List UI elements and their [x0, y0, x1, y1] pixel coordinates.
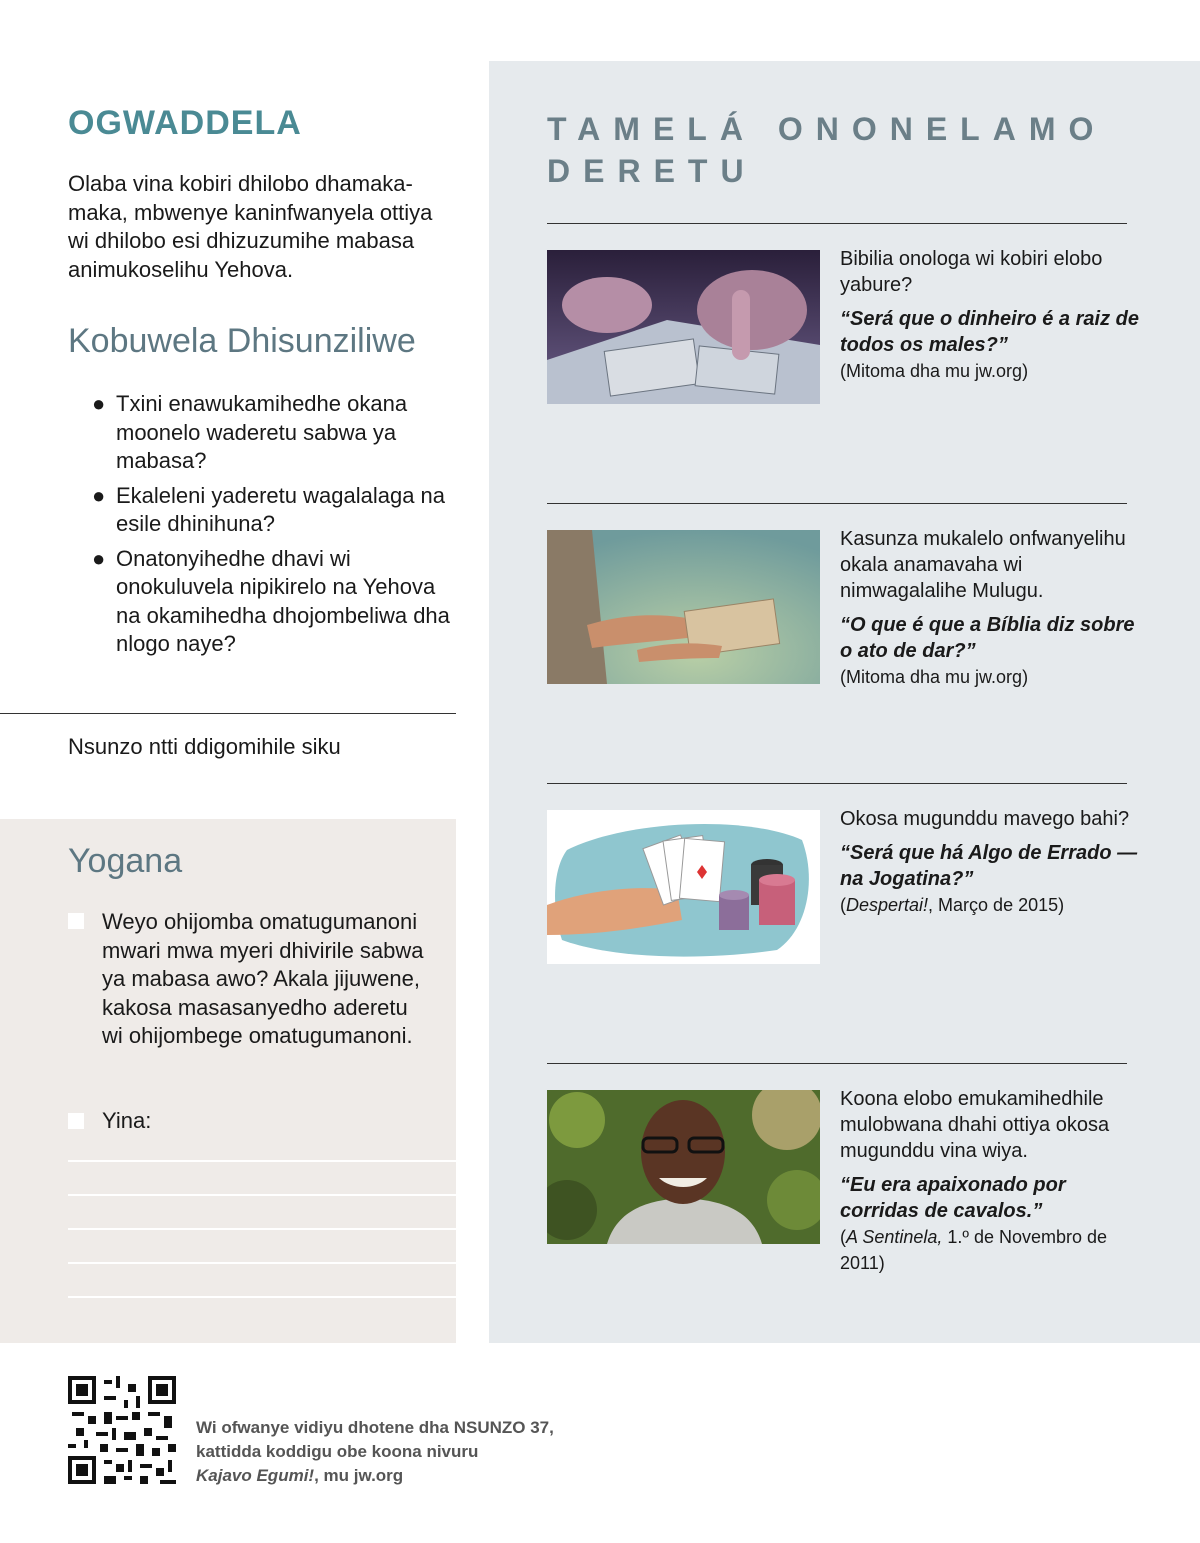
item-source: (Despertai!, Março de 2015) [840, 895, 1065, 915]
explore-item [840, 806, 1140, 918]
task-checkbox[interactable] [68, 913, 84, 929]
writing-line[interactable] [68, 1194, 456, 1196]
divider [547, 503, 1127, 504]
bullet-icon: ● [92, 391, 106, 416]
gambling-cards-image [547, 810, 820, 964]
item-source: (Mitoma dha mu jw.org) [840, 667, 1029, 687]
bullet-icon: ● [92, 482, 106, 508]
item-source: (Mitoma dha mu jw.org) [840, 361, 1029, 381]
review-title: Kobuwela Dhisunziliwe [68, 322, 416, 360]
item-link-title[interactable]: “Eu era apaixonado por corridas de cavalos.” [840, 1174, 1066, 1222]
overview-body: Olaba vina kobiri dhilobo dhamaka-maka, mbwenye kaninfwanyela ottiya wi dhilobo esi dhizuzumihe mabasa animukoselihu Yehova. [68, 171, 433, 282]
other-task-label: Yina: [102, 1108, 152, 1133]
divider [0, 713, 456, 714]
item-link-title[interactable]: “Será que há Algo de Errado —na Jogatina?” [840, 842, 1138, 890]
item-intro: Okosa mugunddu mavego bahi? [840, 808, 1130, 830]
footer-text: Wi ofwanye vidiyu dhotene dha NSUNZO 37, kattidda koddigu obe koona nivuru Kajavo Egumi!, mu jw.org [196, 1418, 554, 1485]
lesson-note: Nsunzo ntti ddigomihile siku [68, 734, 341, 759]
explore-item [840, 246, 1140, 384]
smiling-man-image [547, 1090, 820, 1244]
giving-gift-image [547, 530, 820, 684]
task-text: Weyo ohijomba omatugumanoni mwari mwa myeri dhivirile sabwa ya mabasa awo? Akala jijuwene, kakosa masasanyedho aderetu wi ohijombege omatugumanoni. [102, 909, 424, 1048]
task-checkbox[interactable] [68, 1113, 84, 1129]
item-intro: Koona elobo emukamihedhile mulobwana dhahi ottiya okosa mugunddu vina wiya. [840, 1088, 1110, 1162]
writing-line[interactable] [68, 1228, 456, 1230]
writing-line[interactable] [68, 1296, 456, 1298]
explore-title: TAMELÁ ONONELAMO DERETU [547, 111, 1107, 189]
explore-item [840, 526, 1140, 690]
divider [547, 1063, 1127, 1064]
hands-over-money-image [547, 250, 820, 404]
explore-item [840, 1086, 1140, 1276]
item-intro: Kasunza mukalelo onfwanyelihu okala anamavaha wi nimwagalalihe Mulugu. [840, 528, 1126, 602]
review-item: ● Txini enawukamihedhe okana moonelo waderetu sabwa ya mabasa? [92, 391, 408, 473]
divider [547, 783, 1127, 784]
item-source: (A Sentinela, 1.º de Novembro de 2011) [840, 1227, 1108, 1273]
writing-line[interactable] [68, 1160, 456, 1162]
qr-code-icon[interactable] [68, 1376, 176, 1484]
review-list [92, 390, 452, 665]
overview-title: OGWADDELA [68, 104, 302, 142]
item-link-title[interactable]: “O que é que a Bíblia diz sobre o ato de dar?” [840, 614, 1135, 662]
item-intro: Bibilia onologa wi kobiri elobo yabure? [840, 248, 1103, 296]
review-item: ● Onatonyihedhe dhavi wi onokuluvela nipikirelo na Yehova na okamihedha dhojombeliwa dha nlogo naye? [92, 545, 450, 656]
plan-panel [0, 819, 456, 1343]
divider [547, 223, 1127, 224]
item-link-title[interactable]: “Será que o dinheiro é a raiz de todos os males?” [840, 308, 1139, 356]
bullet-icon: ● [92, 545, 106, 571]
review-item: ● Ekaleleni yaderetu wagalalaga na esile dhinihuna? [92, 482, 446, 536]
writing-line[interactable] [68, 1262, 456, 1264]
plan-title: Yogana [68, 842, 183, 880]
